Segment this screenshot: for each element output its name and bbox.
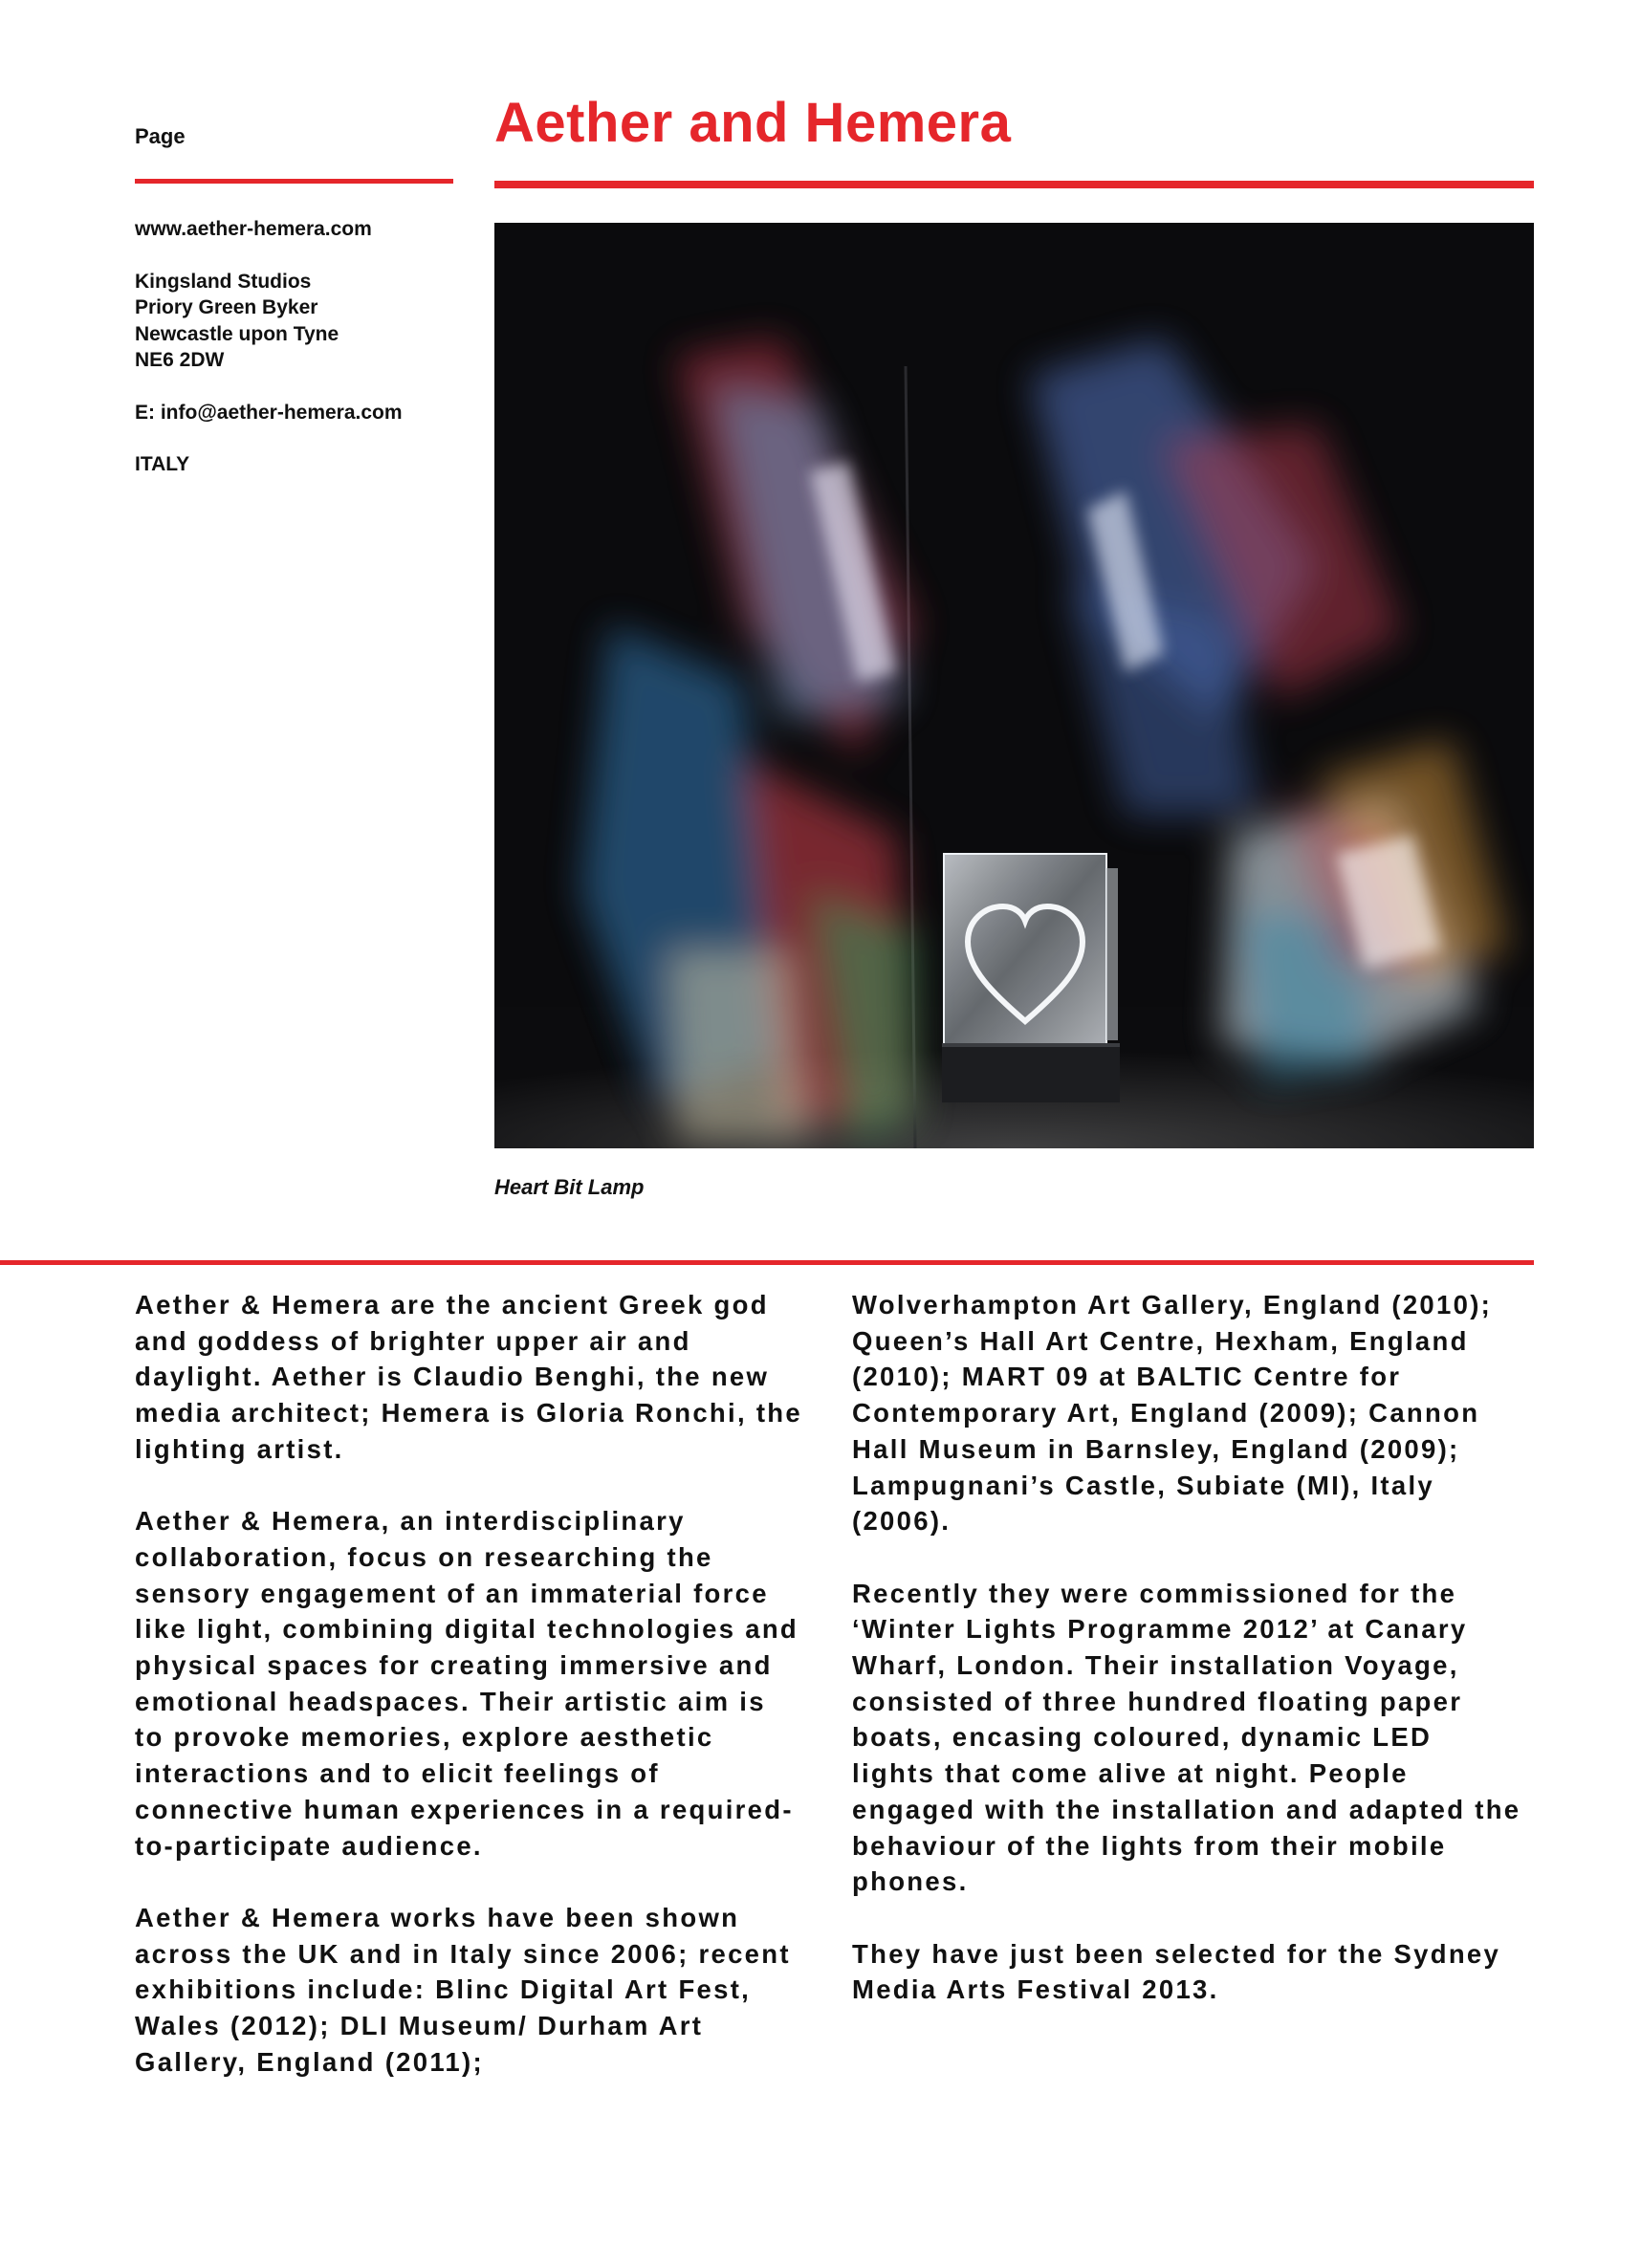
country: ITALY (135, 453, 190, 475)
body-column-left (135, 1287, 804, 2116)
website-link[interactable]: www.aether-hemera.com (135, 218, 372, 240)
body-paragraph: They have just been selected for the Sydney Media Arts Festival 2013. (852, 1938, 1501, 2005)
page-label: Page (135, 124, 186, 148)
page-title: Aether and Hemera (494, 92, 1012, 154)
body-column-right (852, 1287, 1521, 2044)
address-line: Newcastle upon Tyne (135, 322, 339, 345)
image-caption: Heart Bit Lamp (494, 1175, 645, 1199)
address (135, 269, 479, 374)
title-rule (494, 181, 1534, 188)
body-paragraph: Aether & Hemera works have been shown across the UK and in Italy since 2006; recent exhibitions include: Blinc Digital Art Fest, Wales (2012); DLI Museum/ Durham Art Gallery, England (2011); (135, 1902, 791, 2077)
address-line: NE6 2DW (135, 349, 225, 371)
contact-block (135, 216, 479, 504)
body-paragraph: Aether & Hemera, an interdisciplinary collaboration, focus on researching the sensory engagement of an immaterial force like light, combining digital technologies and physical spaces for creating immersive and emotional headspaces. Their artistic aim is to provoke memories, explore aesthetic interactions and to elicit feelings of connective human experiences in a required-to-participate audience. (135, 1506, 799, 1861)
email-link[interactable]: E: info@aether-hemera.com (135, 401, 403, 424)
body-paragraph: Recently they were commissioned for the ‘Winter Lights Programme 2012’ at Canary Wharf, London. Their installation Voyage, consisted of three hundred floating paper boats, encasing coloured, dynamic LED lights that come alive at night. People engaged with the installation and adapted the behaviour of the lights from their mobile phones. (852, 1578, 1521, 1897)
address-line: Kingsland Studios (135, 270, 312, 293)
body-paragraph: Aether & Hemera are the ancient Greek god and goddess of brighter upper air and daylight. Aether is Claudio Benghi, the new media architect; Hemera is Gloria Ronchi, the lighting artist. (135, 1290, 802, 1464)
body-paragraph: Wolverhampton Art Gallery, England (2010); Queen’s Hall Art Centre, Hexham, England (2010); MART 09 at BALTIC Centre for Contemporary Art, England (2009); Cannon Hall Museum in Barnsley, England (2009); Lampugnani’s Castle, Subiate (MI), Italy (2006). (852, 1290, 1493, 1537)
heart-lamp-photo (494, 223, 1534, 1148)
address-line: Priory Green Byker (135, 296, 318, 318)
section-divider (0, 1260, 1534, 1265)
left-header-rule (135, 179, 453, 184)
